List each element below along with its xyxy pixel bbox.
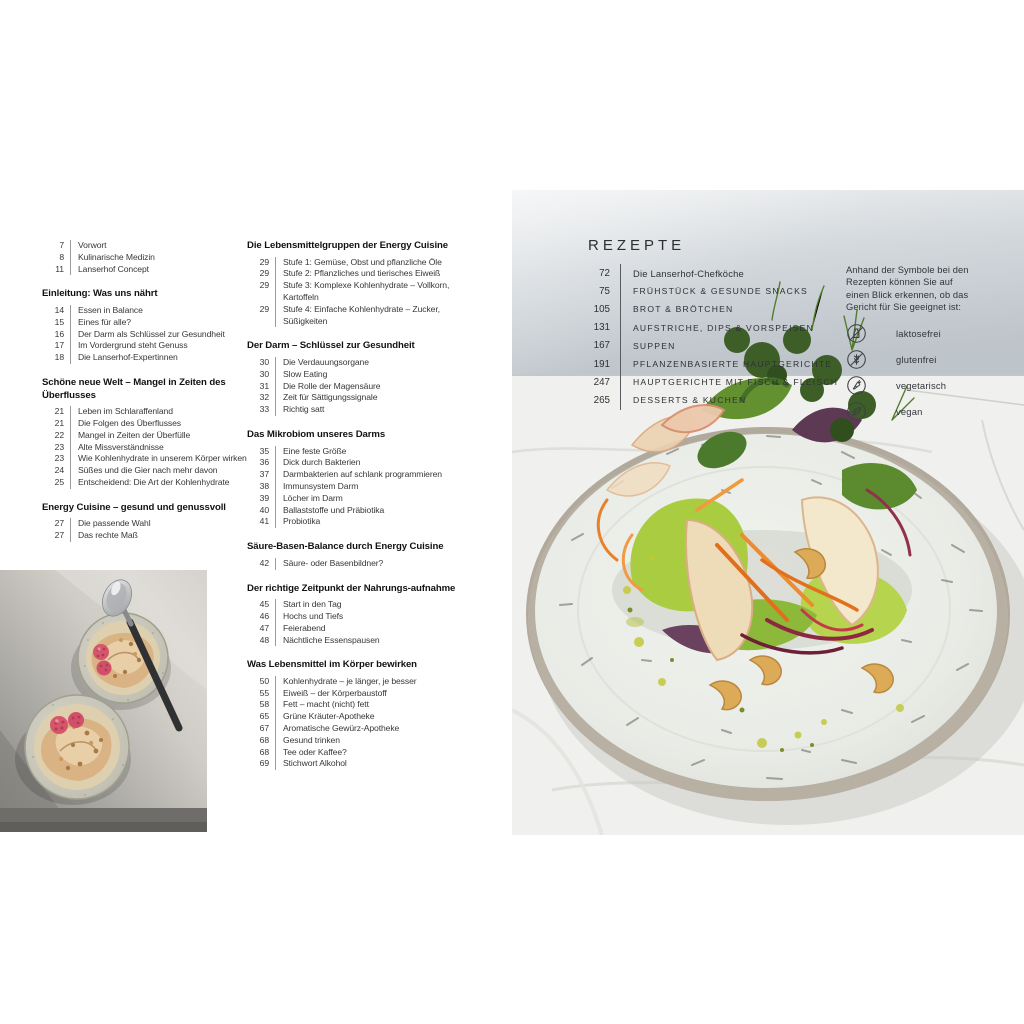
toc-entry-label: Mangel in Zeiten der Überfülle xyxy=(78,429,191,440)
chapter-label: AUFSTRICHE, DIPS & VORSPEISEN xyxy=(620,319,814,337)
chapter-label: PFLANZENBASIERTE HAUPTGERICHTE xyxy=(620,355,832,373)
toc-column-2 xyxy=(247,240,471,770)
toc-page-number: 55 xyxy=(259,687,269,698)
chapter-label: FRÜHSTÜCK & GESUNDE SNACKS xyxy=(620,282,808,300)
toc-divider xyxy=(275,392,276,404)
toc-list xyxy=(247,257,471,328)
toc-divider xyxy=(70,317,71,329)
toc-divider xyxy=(275,446,276,458)
toc-list xyxy=(247,676,471,770)
toc-entry-label: Hochs und Tiefs xyxy=(283,610,344,621)
toc-entry-label: Die Rolle der Magensäure xyxy=(283,380,381,391)
toc-divider xyxy=(70,406,71,418)
toc-divider xyxy=(275,747,276,759)
toc-divider xyxy=(275,381,276,393)
chapter-page-number: 191 xyxy=(593,358,610,370)
toc-entry xyxy=(247,516,471,528)
toc-entry-label: Kohlenhydrate – je länger, je besser xyxy=(283,675,417,686)
toc-entry-label: Leben im Schlaraffenland xyxy=(78,406,173,417)
toc-entry-label: Zeit für Sättigungssignale xyxy=(283,392,378,403)
toc-page-number: 14 xyxy=(54,304,64,315)
toc-page-number: 65 xyxy=(259,711,269,722)
toc-page-number: 33 xyxy=(259,404,269,415)
toc-divider xyxy=(70,453,71,465)
symbol-legend xyxy=(846,264,978,427)
toc-list xyxy=(247,446,471,529)
legend-list xyxy=(846,323,978,422)
toc-divider xyxy=(70,442,71,454)
toc-divider xyxy=(275,516,276,528)
chapter-label: Die Lanserhof-Chefköche xyxy=(620,264,744,282)
toc-entry-label: Lanserhof Concept xyxy=(78,263,149,274)
toc-entry-label: Stichwort Alkohol xyxy=(283,758,347,769)
toc-page-number: 45 xyxy=(259,599,269,610)
toc-entry xyxy=(247,711,471,723)
legend-intro-text: Anhand der Symbole bei den Rezepten können Sie auf einen Blick erkennen, ob das Gericht für Sie geeignet ist: xyxy=(846,265,969,313)
toc-entry xyxy=(247,688,471,700)
toc-page-number: 29 xyxy=(259,268,269,279)
toc-entry xyxy=(247,446,471,458)
toc-entry xyxy=(247,611,471,623)
toc-entry-label: Gesund trinken xyxy=(283,734,340,745)
toc-entry-label: Fett – macht (nicht) fett xyxy=(283,699,369,710)
vegetarian-icon xyxy=(846,375,867,396)
toc-section xyxy=(247,240,471,327)
toc-entry-label: Säure- oder Basenbildner? xyxy=(283,557,384,568)
toc-divider xyxy=(275,304,276,328)
toc-section-heading: Was Lebensmittel im Körper bewirken xyxy=(247,659,417,671)
toc-list xyxy=(247,357,471,416)
toc-section-heading: Der richtige Zeitpunkt der Nahrungs-aufnahme xyxy=(247,582,456,594)
toc-divider xyxy=(70,252,71,264)
toc-entry xyxy=(247,735,471,747)
dessert-bowls-photo xyxy=(0,570,207,832)
chapter-page-number: 265 xyxy=(593,394,610,406)
vegan-icon xyxy=(846,401,867,422)
toc-entry-label: Entscheidend: Die Art der Kohlenhydrate xyxy=(78,476,230,487)
toc-entry-label: Feierabend xyxy=(283,622,326,633)
toc-entry xyxy=(42,406,254,418)
toc-divider xyxy=(275,599,276,611)
toc-entry xyxy=(247,481,471,493)
toc-page-number: 42 xyxy=(259,557,269,568)
toc-entry-label: Alte Missverständnisse xyxy=(78,441,164,452)
toc-divider xyxy=(70,240,71,252)
toc-entry-label: Eines für alle? xyxy=(78,316,131,327)
toc-entry-label: Löcher im Darm xyxy=(283,492,343,503)
toc-divider xyxy=(70,329,71,341)
toc-entry-label: Dick durch Bakterien xyxy=(283,457,361,468)
toc-page-number: 25 xyxy=(54,476,64,487)
toc-page-number: 29 xyxy=(259,280,269,291)
chapter-label: SUPPEN xyxy=(620,337,676,355)
toc-sections-column1 xyxy=(42,288,254,542)
toc-page-number: 27 xyxy=(54,518,64,529)
toc-entry xyxy=(247,493,471,505)
toc-front-list xyxy=(42,240,254,275)
toc-sections-column2 xyxy=(247,240,471,770)
toc-divider xyxy=(275,505,276,517)
toc-page-number: 30 xyxy=(259,356,269,367)
toc-section-heading: Der Darm – Schlüssel zur Gesundheit xyxy=(247,340,415,352)
toc-entry xyxy=(247,747,471,759)
toc-divider xyxy=(275,711,276,723)
toc-entry xyxy=(42,518,254,530)
right-page xyxy=(512,190,1024,835)
toc-entry xyxy=(42,252,254,264)
toc-entry-label: Der Darm als Schlüssel zur Gesundheit xyxy=(78,328,225,339)
toc-entry xyxy=(247,369,471,381)
toc-page-number: 7 xyxy=(59,240,64,250)
toc-entry-label: Nächtliche Essenspausen xyxy=(283,634,380,645)
toc-divider xyxy=(275,493,276,505)
toc-entry xyxy=(247,304,471,328)
toc-entry-label: Im Vordergrund steht Genuss xyxy=(78,340,188,351)
chapter-page-number: 131 xyxy=(593,322,610,334)
toc-divider xyxy=(275,257,276,269)
toc-page-number: 32 xyxy=(259,392,269,403)
legend-label: vegetarisch xyxy=(896,379,947,391)
chapter-page-number: 167 xyxy=(593,340,610,352)
toc-entry xyxy=(42,477,254,489)
legend-label: vegan xyxy=(896,405,923,417)
toc-section xyxy=(247,583,471,647)
toc-entry xyxy=(42,442,254,454)
toc-list xyxy=(42,406,254,489)
legend-label: glutenfrei xyxy=(896,353,937,365)
toc-page-number: 30 xyxy=(259,368,269,379)
toc-divider xyxy=(275,723,276,735)
toc-page-number: 39 xyxy=(259,492,269,503)
toc-column-1 xyxy=(42,240,254,542)
toc-page-number: 31 xyxy=(259,380,269,391)
toc-section xyxy=(247,340,471,416)
toc-entry xyxy=(247,758,471,770)
toc-entry-label: Probiotika xyxy=(283,516,321,527)
toc-divider xyxy=(275,758,276,770)
toc-divider xyxy=(275,357,276,369)
toc-section-heading: Das Mikrobiom unseres Darms xyxy=(247,428,386,440)
toc-entry xyxy=(247,392,471,404)
toc-divider xyxy=(275,469,276,481)
toc-entry xyxy=(42,240,254,252)
toc-entry-label: Eiweiß – der Körperbaustoff xyxy=(283,687,387,698)
toc-section-heading: Säure-Basen-Balance durch Energy Cuisine xyxy=(247,541,444,553)
toc-entry-label: Richtig satt xyxy=(283,404,325,415)
toc-section-heading: Einleitung: Was uns nährt xyxy=(42,288,158,300)
toc-section xyxy=(42,502,254,542)
chapter-label: HAUPTGERICHTE MIT FISCH & FLEISCH xyxy=(620,373,838,391)
toc-page-number: 29 xyxy=(259,256,269,267)
toc-entry-label: Eine feste Größe xyxy=(283,445,347,456)
toc-entry xyxy=(42,453,254,465)
legend-label: laktosefrei xyxy=(896,327,941,339)
legend-item xyxy=(846,375,978,396)
toc-entry xyxy=(247,699,471,711)
recipes-title: REZEPTE xyxy=(588,237,686,254)
toc-page-number: 37 xyxy=(259,469,269,480)
toc-entry xyxy=(42,329,254,341)
toc-divider xyxy=(275,558,276,570)
toc-list xyxy=(42,518,254,542)
toc-entry xyxy=(247,558,471,570)
toc-list xyxy=(42,305,254,364)
toc-page-number: 40 xyxy=(259,504,269,515)
toc-page-number: 23 xyxy=(54,441,64,452)
toc-divider xyxy=(70,340,71,352)
toc-entry-label: Start in den Tag xyxy=(283,599,342,610)
toc-divider xyxy=(275,268,276,280)
toc-entry xyxy=(247,469,471,481)
toc-page-number: 11 xyxy=(55,263,64,274)
toc-section-heading: Schöne neue Welt – Mangel in Zeiten des Überflusses xyxy=(42,376,226,401)
toc-entry xyxy=(42,352,254,364)
toc-divider xyxy=(275,635,276,647)
toc-entry xyxy=(247,623,471,635)
toc-page-number: 68 xyxy=(259,734,269,745)
toc-page-number: 47 xyxy=(259,622,269,633)
toc-entry xyxy=(42,317,254,329)
toc-entry xyxy=(42,264,254,276)
toc-entry-label: Slow Eating xyxy=(283,368,328,379)
toc-section-heading: Die Lebensmittelgruppen der Energy Cuisine xyxy=(247,240,449,251)
legend-item xyxy=(846,401,978,422)
toc-entry-label: Die Verdauungsorgane xyxy=(283,356,369,367)
gluten-free-icon xyxy=(846,349,867,370)
chapter-label: DESSERTS & KUCHEN xyxy=(620,391,746,409)
toc-entry xyxy=(247,676,471,688)
toc-entry xyxy=(42,305,254,317)
toc-entry-label: Die Folgen des Überflusses xyxy=(78,417,181,428)
toc-page-number: 41 xyxy=(259,516,269,527)
chapter-label: BROT & BRÖTCHEN xyxy=(620,300,733,318)
toc-entry-label: Grüne Kräuter-Apotheke xyxy=(283,711,375,722)
toc-entry xyxy=(42,418,254,430)
toc-entry xyxy=(247,457,471,469)
toc-page-number: 67 xyxy=(259,723,269,734)
toc-entry xyxy=(247,257,471,269)
toc-section xyxy=(247,541,471,569)
toc-page-number: 35 xyxy=(259,445,269,456)
chapter-page-number: 247 xyxy=(593,376,610,388)
toc-page-number: 23 xyxy=(54,453,64,464)
toc-page-number: 15 xyxy=(54,316,64,327)
toc-entry xyxy=(247,280,471,304)
toc-section xyxy=(247,659,471,770)
toc-entry xyxy=(42,430,254,442)
toc-page-number: 24 xyxy=(54,465,64,476)
toc-page-number: 68 xyxy=(259,746,269,757)
toc-entry-label: Stufe 3: Komplexe Kohlenhydrate – Vollkorn, Kartoffeln xyxy=(283,280,450,302)
toc-entry-label: Wie Kohlenhydrate in unserem Körper wirken xyxy=(78,453,247,464)
toc-divider xyxy=(70,305,71,317)
toc-page-number: 22 xyxy=(54,429,64,440)
toc-entry-label: Essen in Balance xyxy=(78,304,143,315)
toc-entry-label: Die Lanserhof-Expertinnen xyxy=(78,352,178,363)
toc-section xyxy=(42,288,254,364)
toc-section xyxy=(42,377,254,489)
toc-entry-label: Aromatische Gewürz-Apotheke xyxy=(283,723,400,734)
toc-divider xyxy=(70,530,71,542)
toc-divider xyxy=(70,264,71,276)
toc-divider xyxy=(70,477,71,489)
toc-entry xyxy=(247,357,471,369)
legend-item xyxy=(846,349,978,370)
toc-divider xyxy=(275,369,276,381)
toc-page-number: 36 xyxy=(259,457,269,468)
toc-page-number: 69 xyxy=(259,758,269,769)
toc-entry-label: Stufe 2: Pflanzliches und tierisches Eiweiß xyxy=(283,268,441,279)
toc-page-number: 27 xyxy=(54,530,64,541)
toc-page-number: 29 xyxy=(259,303,269,314)
toc-divider xyxy=(275,457,276,469)
toc-list xyxy=(247,558,471,570)
toc-list xyxy=(247,599,471,646)
toc-divider xyxy=(275,699,276,711)
toc-divider xyxy=(275,481,276,493)
toc-page-number: 21 xyxy=(54,406,64,417)
toc-entry xyxy=(247,635,471,647)
toc-entry-label: Süßes und die Gier nach mehr davon xyxy=(78,465,218,476)
toc-entry-label: Vorwort xyxy=(78,240,107,250)
toc-section-heading: Energy Cuisine – gesund und genussvoll xyxy=(42,501,226,513)
chapter-page-number: 75 xyxy=(599,285,610,297)
toc-entry-label: Immunsystem Darm xyxy=(283,480,359,491)
toc-entry xyxy=(247,723,471,735)
toc-entry-label: Stufe 1: Gemüse, Obst und pflanzliche Öle xyxy=(283,256,442,267)
toc-divider xyxy=(275,688,276,700)
toc-divider xyxy=(275,623,276,635)
toc-entry xyxy=(42,530,254,542)
toc-entry xyxy=(247,381,471,393)
chapter-page-number: 105 xyxy=(593,303,610,315)
toc-entry xyxy=(247,404,471,416)
toc-page-number: 46 xyxy=(259,610,269,621)
toc-page-number: 8 xyxy=(59,251,64,262)
toc-entry-label: Darmbakterien auf schlank programmieren xyxy=(283,469,442,480)
toc-entry xyxy=(247,599,471,611)
toc-divider xyxy=(70,518,71,530)
toc-divider xyxy=(275,676,276,688)
toc-entry-label: Ballaststoffe und Präbiotika xyxy=(283,504,385,515)
toc-page-number: 58 xyxy=(259,699,269,710)
toc-entry-label: Die passende Wahl xyxy=(78,518,151,529)
toc-entry-label: Kulinarische Medizin xyxy=(78,251,155,262)
toc-page-number: 18 xyxy=(54,352,64,363)
toc-entry-label: Tee oder Kaffee? xyxy=(283,746,347,757)
toc-entry-label: Das rechte Maß xyxy=(78,530,138,541)
toc-page-number: 50 xyxy=(259,675,269,686)
toc-entry xyxy=(42,340,254,352)
toc-entry xyxy=(247,268,471,280)
toc-page-number: 38 xyxy=(259,480,269,491)
toc-entry-label: Stufe 4: Einfache Kohlenhydrate – Zucker, Süßigkeiten xyxy=(283,303,440,326)
toc-divider xyxy=(70,430,71,442)
lactose-free-icon xyxy=(846,323,867,344)
chapter-page-number: 72 xyxy=(599,267,610,279)
toc-divider xyxy=(275,280,276,304)
toc-page-number: 48 xyxy=(259,634,269,645)
toc-divider xyxy=(70,352,71,364)
toc-page-number: 21 xyxy=(54,417,64,428)
toc-divider xyxy=(275,611,276,623)
toc-page-number: 17 xyxy=(54,340,64,351)
toc-divider xyxy=(70,418,71,430)
toc-entry xyxy=(42,465,254,477)
toc-divider xyxy=(275,735,276,747)
toc-page-number: 16 xyxy=(54,328,64,339)
legend-item xyxy=(846,323,978,344)
toc-divider xyxy=(70,465,71,477)
toc-divider xyxy=(275,404,276,416)
toc-entry xyxy=(247,505,471,517)
toc-section xyxy=(247,429,471,528)
